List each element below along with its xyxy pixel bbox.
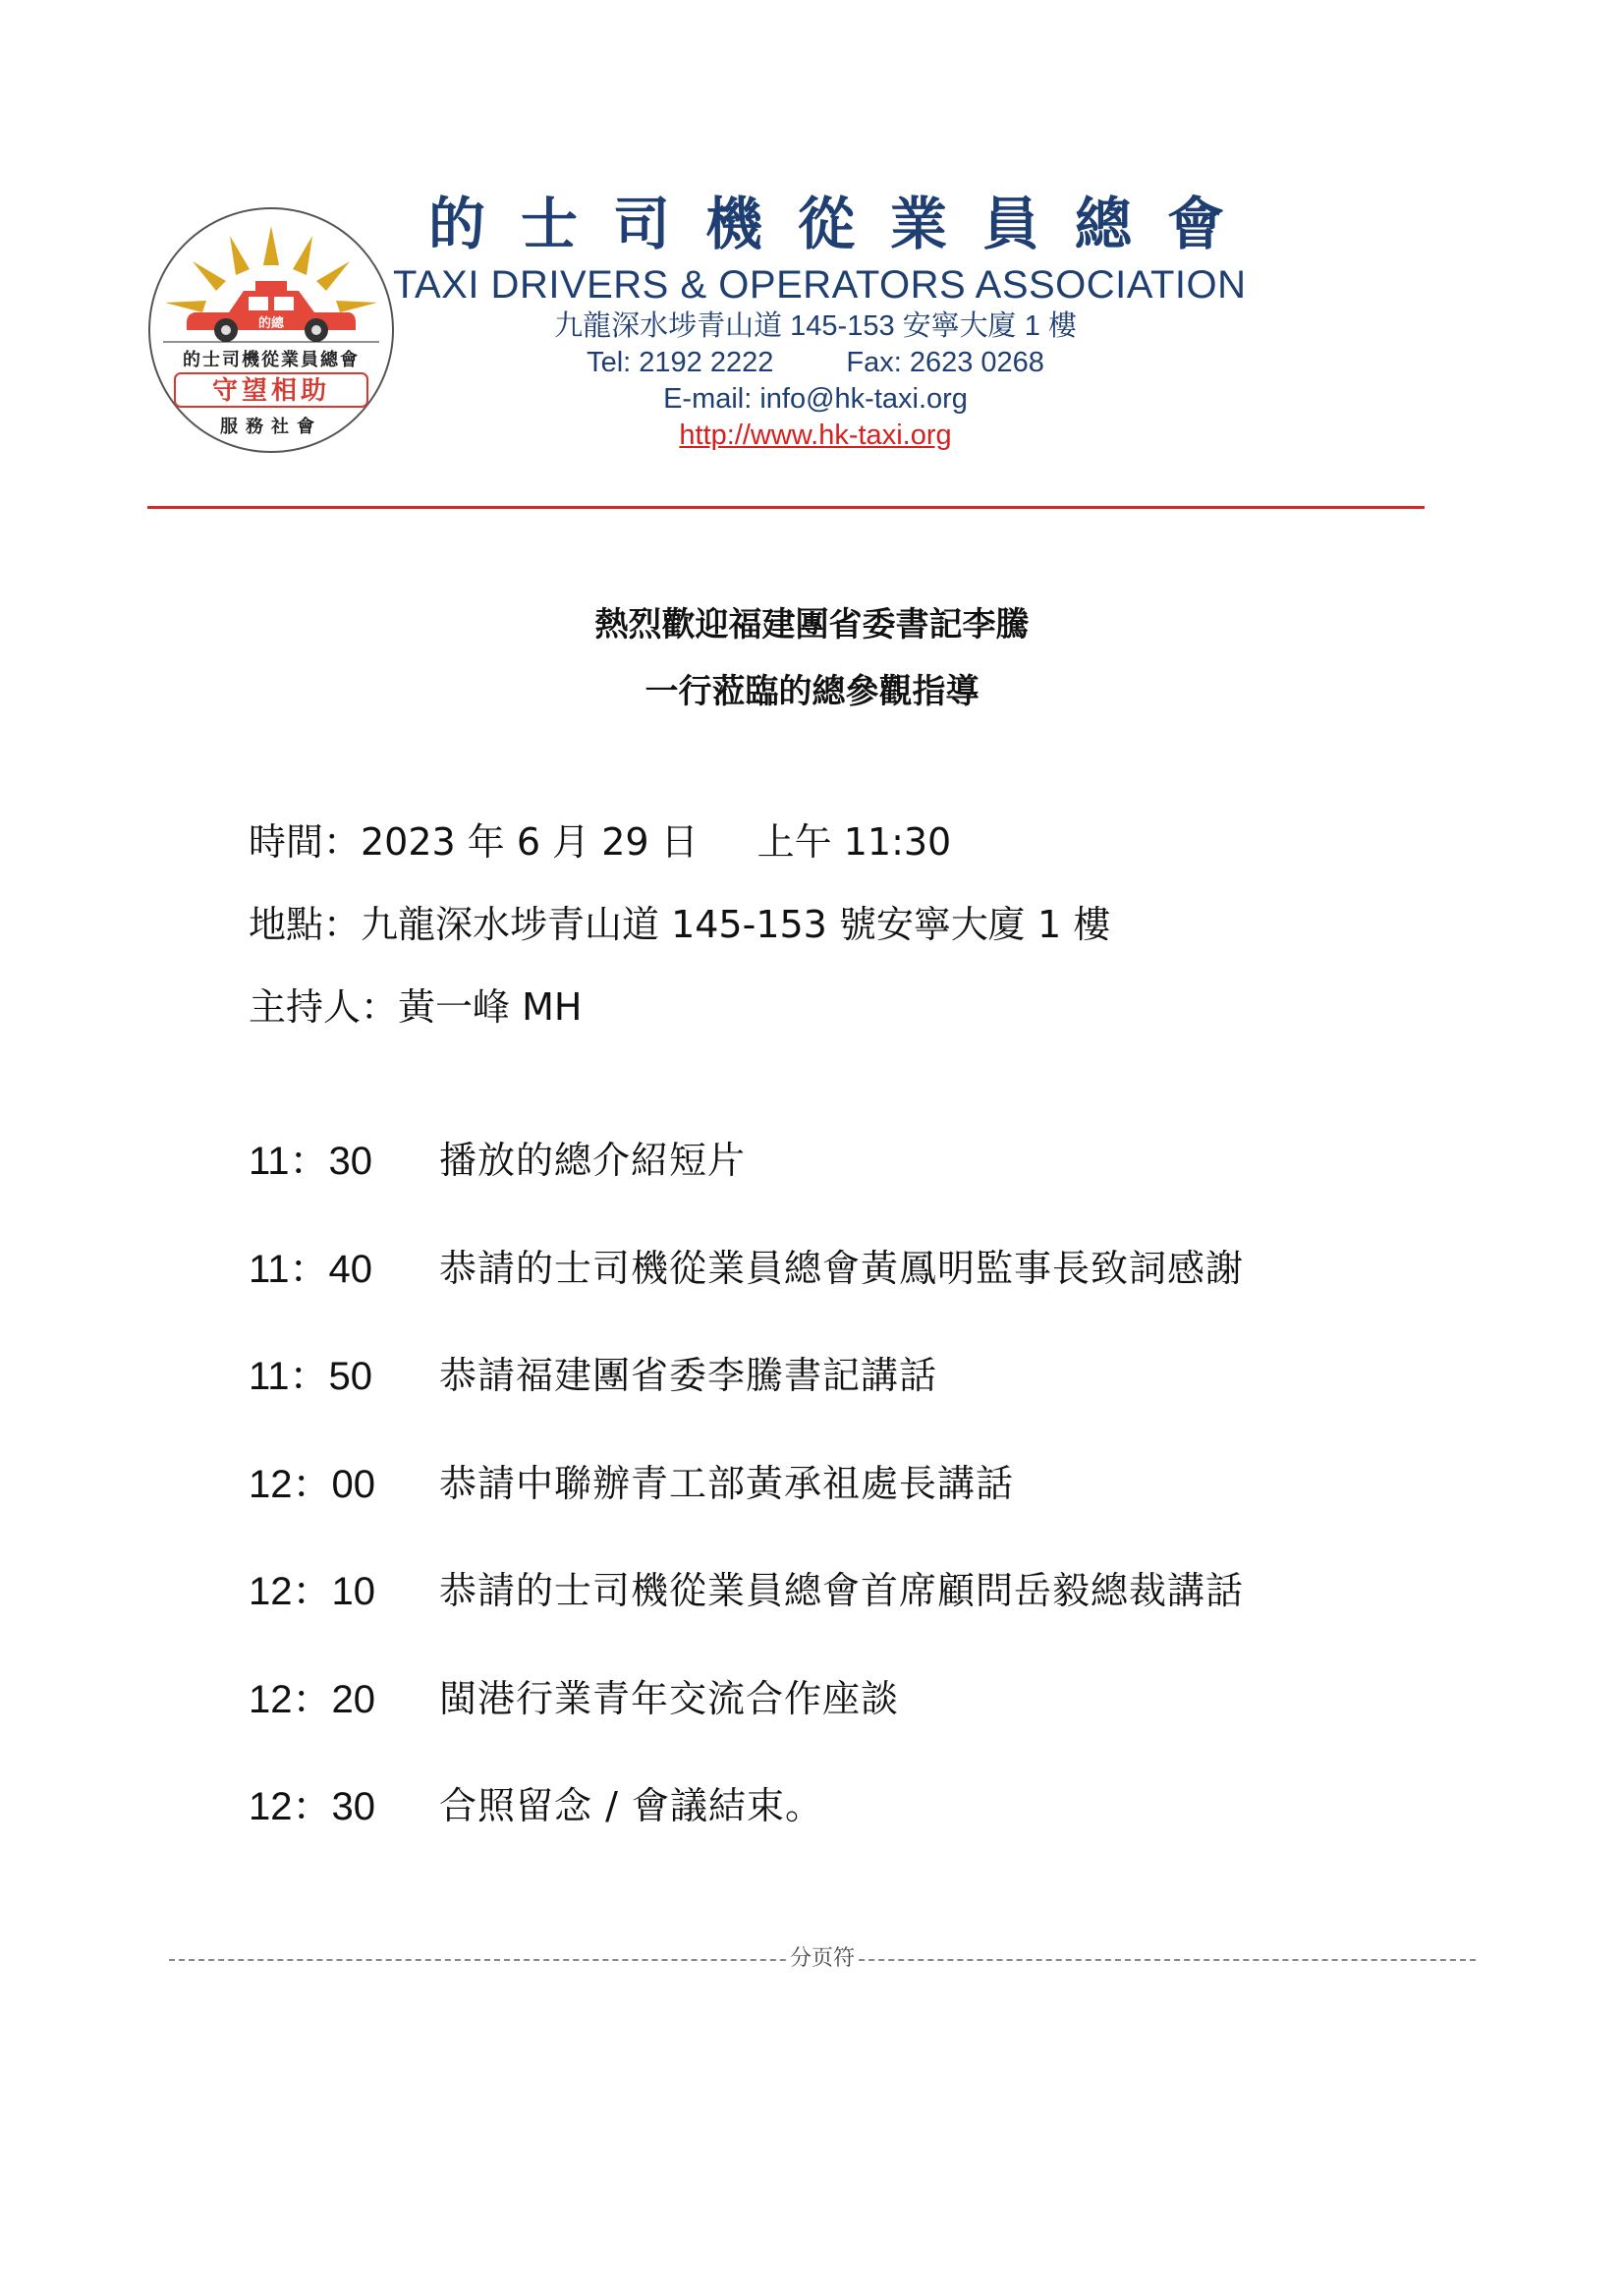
- agenda-item: 恭請的士司機從業員總會首席顧問岳毅總裁講話: [439, 1569, 1245, 1612]
- org-name-chinese: 的士司機從業員總會: [428, 191, 1260, 257]
- logo-bottom-text: 服務社會: [220, 417, 322, 437]
- agenda-row: [249, 1560, 1244, 1668]
- org-address: 九龍深水埗青山道 145-153 安寧大廈 1 樓: [554, 310, 1077, 342]
- agenda-item: 閩港行業青年交流合作座談: [439, 1676, 900, 1720]
- event-venue: 地點：九龍深水埗青山道 145-153 號安寧大廈 1 樓: [249, 903, 1111, 946]
- logo-banner-text: 守望相助: [211, 376, 331, 406]
- association-logo: [145, 204, 397, 456]
- event-host: 主持人：黃一峰 MH: [249, 985, 583, 1029]
- agenda-row: [249, 1775, 1244, 1883]
- website-link[interactable]: http://www.hk-taxi.org: [679, 420, 952, 451]
- title-line-1: 熱烈歡迎福建團省委書記李騰: [594, 605, 1030, 644]
- org-name-english: TAXI DRIVERS & OPERATORS ASSOCIATION: [393, 263, 1247, 307]
- agenda-time: 11：40: [249, 1247, 373, 1291]
- title-line-2: 一行蒞臨的總參觀指導: [644, 672, 980, 711]
- tel-number: Tel: 2192 2222: [587, 347, 774, 378]
- agenda-time: 11：30: [249, 1140, 373, 1183]
- agenda-time: 12：10: [249, 1570, 375, 1613]
- letterhead: [393, 187, 1260, 454]
- logo-car-text: 的總: [257, 316, 285, 331]
- event-info: [249, 801, 1110, 1048]
- event-start-time: 上午 11:30: [756, 820, 952, 864]
- agenda-item: 恭請福建團省委李騰書記講話: [439, 1354, 938, 1397]
- agenda-row: [249, 1453, 1244, 1561]
- agenda-row: [249, 1130, 1244, 1238]
- page-break-marker: [169, 1945, 1476, 1975]
- agenda-row: [249, 1345, 1244, 1453]
- header-divider: [147, 506, 1425, 509]
- agenda: [249, 1130, 1244, 1883]
- logo-emblem: [145, 204, 397, 456]
- agenda-item: 合照留念 / 會議結束。: [439, 1784, 823, 1827]
- agenda-item: 恭請的士司機從業員總會黃鳳明監事長致詞感謝: [439, 1246, 1245, 1290]
- event-date: 時間：2023 年 6 月 29 日: [249, 820, 699, 864]
- page-break-label: 分页符: [786, 1945, 859, 1973]
- agenda-time: 12：00: [249, 1462, 375, 1506]
- contact-phone-row: [393, 345, 1238, 381]
- agenda-time: 12：30: [249, 1785, 375, 1828]
- contact-email: E-mail: info@hk-taxi.org: [663, 383, 968, 415]
- contact-website-row: [393, 418, 1238, 454]
- document-title: [0, 591, 1624, 725]
- event-time: [249, 801, 1110, 883]
- agenda-item: 恭請中聯辦青工部黃承祖處長講話: [439, 1461, 1015, 1505]
- agenda-time: 11：50: [249, 1355, 373, 1398]
- agenda-row: [249, 1238, 1244, 1346]
- agenda-time: 12：20: [249, 1677, 375, 1721]
- agenda-item: 播放的總介紹短片: [439, 1139, 747, 1182]
- agenda-row: [249, 1668, 1244, 1776]
- fax-number: Fax: 2623 0268: [846, 347, 1044, 378]
- logo-ring-text: 的士司機從業員總會: [183, 350, 360, 370]
